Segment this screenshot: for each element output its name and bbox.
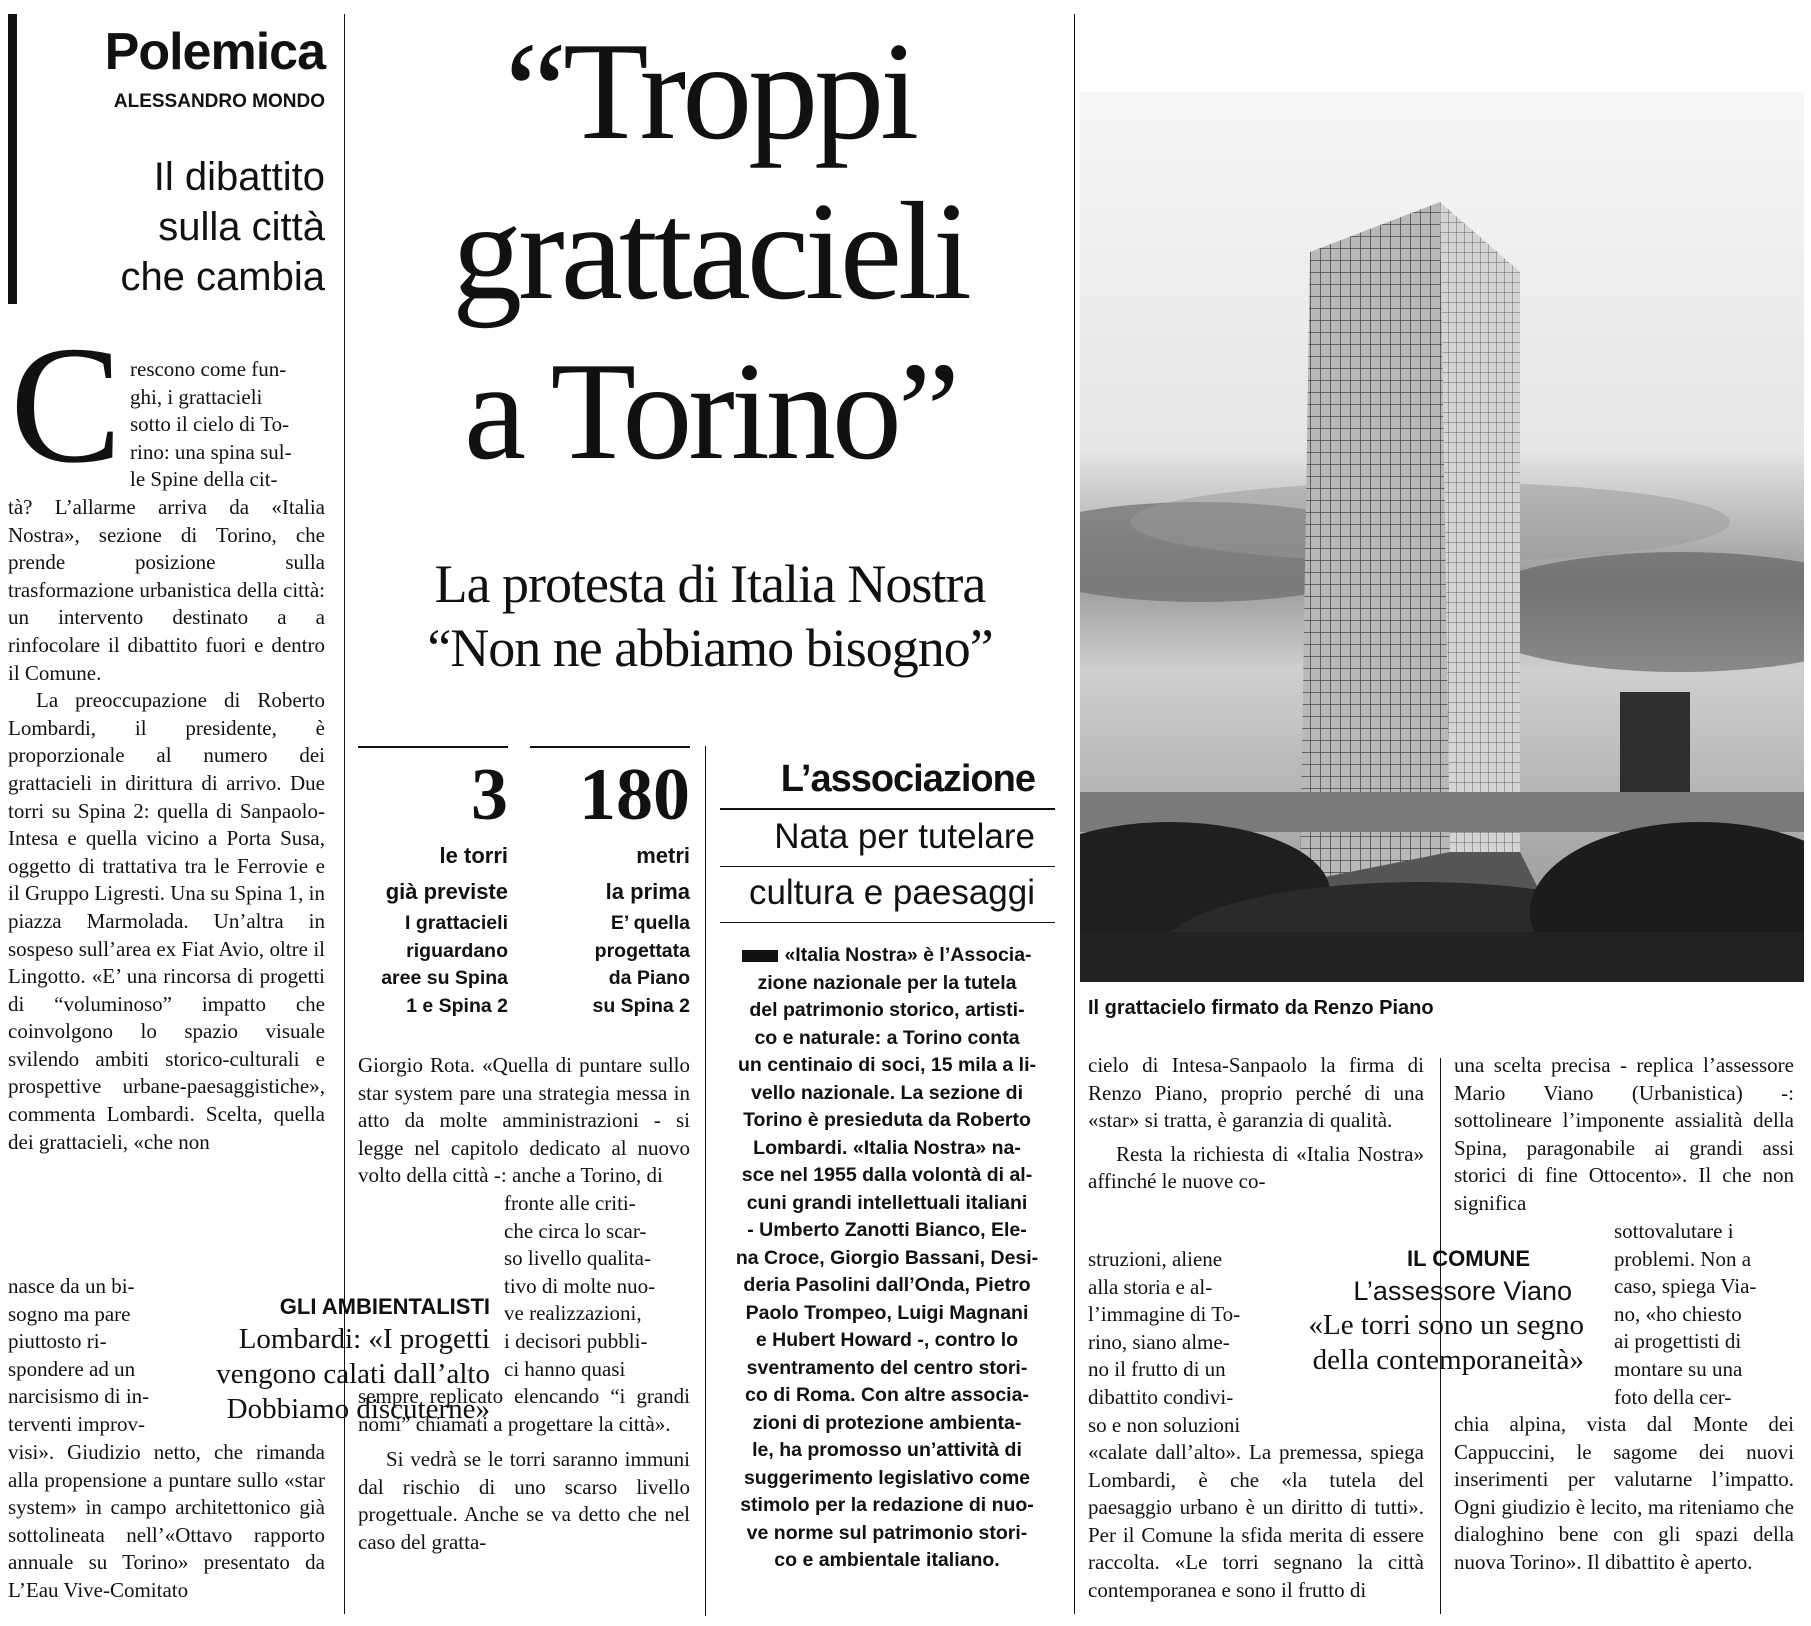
article-col2-narrow <box>504 1190 690 1383</box>
text-line: alla storia e al- <box>1088 1274 1213 1299</box>
deck-line: La protesta di Italia Nostra <box>434 554 986 614</box>
association-line: e Hubert Howard -, contro lo <box>755 1329 1019 1351</box>
article-col2-end <box>358 1383 690 1557</box>
article-col3-end <box>1088 1439 1424 1605</box>
pullquote-line: Dobbiamo discuterne» <box>226 1393 490 1425</box>
association-line: na Croce, Giorgio Bassani, Desi- <box>735 1246 1039 1269</box>
article-col1-end <box>8 1439 325 1605</box>
text-line: sottovalutare i <box>1614 1219 1734 1243</box>
column-rule-3 <box>705 746 706 1616</box>
text-line: ai progettisti di <box>1614 1329 1742 1354</box>
association-line: le, ha promosso un’attività di <box>752 1439 1022 1461</box>
stat-block-towers <box>358 754 508 1020</box>
headline-line: “Troppi <box>504 14 916 169</box>
text-line: ci hanno quasi <box>504 1356 626 1381</box>
text-line: che circa lo scar- <box>504 1218 647 1243</box>
article-col4-end <box>1454 1411 1794 1577</box>
headline-line: a Torino” <box>463 334 956 489</box>
pullquote-kicker: IL COMUNE <box>1406 1246 1530 1271</box>
association-line: - Umberto Zanotti Bianco, Ele- <box>747 1219 1027 1241</box>
text-line: ghi, i grattacieli <box>130 384 263 409</box>
headline-deck <box>350 552 1070 680</box>
text-line: so livello qualita- <box>504 1246 651 1271</box>
paragraph: una scelta precisa - replica l’assessore Mario Viano (Urbanistica) -: sottolineare l’imponente assialità della Spina, paragonabile ai grandi assi storici di fine Ottocento». Il che non significa <box>1454 1053 1794 1215</box>
text-line: nasce da un bi- <box>8 1274 135 1298</box>
association-line: del patrimonio storico, artisti- <box>749 999 1025 1021</box>
association-line: cuni grandi intellettuali italiani <box>746 1191 1028 1214</box>
pullquote-line: vengono calati dall’alto <box>216 1358 490 1390</box>
association-line: Torino è presieduta da Roberto <box>743 1109 1031 1131</box>
text-line: rino, siano alme- <box>1088 1329 1230 1354</box>
association-line: zione nazionale per la tutela <box>757 971 1017 994</box>
text-line: rescono come fun- <box>130 357 287 381</box>
text-line: sotto il cielo di To- <box>130 412 290 437</box>
association-title-1: Nata per tutelare <box>774 817 1035 856</box>
column-rule-2 <box>1074 14 1075 1614</box>
stat-rule-1 <box>358 746 508 748</box>
pullquote-line: «Le torri sono un segno <box>1308 1309 1584 1341</box>
association-line: ve norme sul patrimonio stori- <box>746 1521 1028 1544</box>
text-line: fronte alle criti- <box>504 1191 636 1215</box>
pullquote-line: della contemporaneità» <box>1312 1344 1584 1376</box>
text-line: ve realizzazioni, <box>504 1301 642 1326</box>
pullquote-comune <box>1290 1244 1590 1378</box>
paragraph: visi». Giudizio netto, che rimanda alla propensione a puntare sullo «star system» in campo architettonico già sottolineata nell’«Ottavo rapporto annuale su Torino» presentato da L’Eau Vive-Comitato <box>8 1440 325 1602</box>
association-line: zioni di protezione ambienta- <box>752 1411 1022 1434</box>
association-line: co e ambientale italiano. <box>774 1549 1000 1571</box>
text-line: foto della cer- <box>1614 1384 1732 1409</box>
stat-desc: 1 e Spina 2 <box>406 994 508 1017</box>
text-line: i decisori pubbli- <box>504 1328 648 1353</box>
text-line: rino: una spina sul- <box>130 439 292 464</box>
stat-label: la prima <box>605 879 690 904</box>
association-rule-top <box>720 808 1055 810</box>
text-line: so e non soluzioni <box>1088 1412 1241 1437</box>
paragraph: tà? L’allarme arriva da «Italia Nostra», sezione di Torino, che prende posizione sulla trasformazione urbanistica della città: un intervento destinato a a rinfocolare il dibattito fuori e dentro il Comune. <box>8 495 325 685</box>
text-line: struzioni, aliene <box>1088 1247 1223 1271</box>
association-line: suggerimento legislativo come <box>743 1466 1031 1489</box>
stat-rule-2 <box>530 746 690 748</box>
square-bullet-icon <box>742 950 778 962</box>
sidebar-subtitle <box>40 152 325 302</box>
text-line: montare su una <box>1614 1356 1743 1381</box>
article-col4-top <box>1454 1052 1794 1218</box>
sidebar-subtitle-line: Il dibattito <box>153 155 325 199</box>
text-line: l’immagine di To- <box>1088 1302 1241 1327</box>
pullquote-kicker: GLI AMBIENTALISTI <box>279 1294 490 1319</box>
association-line: «Italia Nostra» è l’Associa- <box>732 942 1042 970</box>
text-line: caso, spiega Via- <box>1614 1274 1757 1299</box>
deck-line: “Non ne abbiamo bisogno” <box>427 618 993 678</box>
stat-desc: su Spina 2 <box>592 994 690 1017</box>
text-line: tivo di molte nuo- <box>504 1273 656 1298</box>
stat-desc: da Piano <box>608 967 690 989</box>
paragraph: Giorgio Rota. «Quella di puntare sullo star system pare una strategia messa in atto da molte amministrazioni - si legge nel capitolo dedicato al nuovo volto della città -: anche a Torino, di <box>358 1053 690 1188</box>
paragraph: La preoccupazione di Roberto Lombardi, il presidente, è proporzionale al numero dei grattacieli in dirittura di arrivo. Due torri su Spina 2: quella di Sanpaolo-Intesa e quella vicino a Porta Susa, oggetto di trattativa tra le Ferrovie e il Gruppo Ligresti. Una su Spina 1, in piazza Marmolada. Un’altra in sospeso sull’area ex Fiat Avio, oltre il Lingotto. «E’ una rincorsa di progetti di “voluminoso” impatto che coinvolgono lo spazio visuale svilendo ambiti storico-culturali e prospettive urbane-paesaggistiche», commenta Lombardi. Scelta, quella dei grattacieli, «che non <box>8 688 325 1154</box>
association-line: Paolo Trompeo, Luigi Magnani <box>745 1301 1029 1324</box>
association-line: stimolo per la redazione di nuo- <box>740 1494 1034 1516</box>
article-col1-narrow <box>8 1273 174 1439</box>
association-rule-bottom <box>720 922 1055 923</box>
paragraph: Si vedrà se le torri saranno immuni dal rischio di uno scarso livello progettuale. Anche se va detto che nel caso del gratta- <box>358 1447 690 1554</box>
stat-label: metri <box>636 843 690 868</box>
association-body <box>732 942 1042 1575</box>
association-rule-mid <box>720 866 1055 867</box>
author-byline: ALESSANDRO MONDO <box>113 91 325 112</box>
stat-label: già previste <box>385 879 508 904</box>
association-kicker: L’associazione <box>780 758 1035 800</box>
association-line: sce nel 1955 dalla volontà di al- <box>741 1164 1033 1186</box>
association-line: Lombardi. «Italia Nostra» na- <box>753 1136 1021 1159</box>
article-col3-narrow <box>1088 1246 1274 1439</box>
paragraph: sempre replicato elencando “i grandi nomi” chiamati a progettare la città». <box>358 1384 690 1436</box>
sidebar-kicker: Polemica <box>104 23 325 81</box>
association-line: co e naturale: a Torino conta <box>754 1026 1020 1049</box>
stat-number: 180 <box>579 754 690 836</box>
paragraph: cielo di Intesa-Sanpaolo la firma di Renzo Piano, proprio perché di una «star» si tratta, è garanzia di qualità. <box>1088 1053 1424 1133</box>
paragraph: Resta la richiesta di «Italia Nostra» affinché le nuove co- <box>1088 1141 1424 1194</box>
pullquote-subhead: L’assessore Viano <box>1353 1276 1572 1306</box>
sidebar-subtitle-line: che cambia <box>120 255 325 299</box>
association-line: sventramento del centro stori- <box>746 1356 1028 1379</box>
article-col1 <box>8 494 325 1156</box>
paragraph: chia alpina, vista dal Monte dei Cappuccini, le sagome dei nuovi inserimenti per valutarne l’impatto. Ogni giudizio è lecito, ma riteniamo che dialoghino bene con gli spazi della nuova Torino». Il dibattito è aperto. <box>1454 1412 1794 1574</box>
sidebar-subtitle-line: sulla città <box>158 205 325 249</box>
text-line: le Spine della cit- <box>130 467 278 492</box>
text-line: narcisismo di in- <box>8 1384 150 1409</box>
association-line: vello nazionale. La sezione di <box>751 1081 1023 1104</box>
text-line: no, «ho chiesto <box>1614 1301 1742 1326</box>
skyscraper-photo <box>1080 92 1804 982</box>
paragraph: «calate dall’alto». La premessa, spiega Lombardi, è che «la tutela del paesaggio urbano è un diritto di tutti». Per il Comune la sfida merita di essere raccolta. «Le torri segnano la città contemporanea e sono il frutto di <box>1088 1440 1424 1602</box>
headline-line: grattacieli <box>452 174 968 329</box>
sidebar-bar <box>8 14 17 304</box>
article-col2-top <box>358 1052 690 1190</box>
association-line: deria Pasolini dall’Onda, Pietro <box>743 1274 1031 1296</box>
association-line: un centinaio di soci, 15 mila a li- <box>738 1054 1036 1076</box>
stat-number: 3 <box>471 754 508 836</box>
text-line: no il frutto di un <box>1088 1357 1226 1382</box>
pullquote-line: Lombardi: «I progetti <box>238 1323 490 1355</box>
stat-desc: progettata <box>594 939 690 962</box>
article-col3-top <box>1088 1052 1424 1196</box>
article-col4-narrow <box>1614 1218 1794 1411</box>
stat-desc: E’ quella <box>610 912 690 934</box>
stat-desc: riguardano <box>406 939 508 962</box>
drop-cap: C <box>10 312 123 498</box>
text-line: problemi. Non a <box>1614 1246 1752 1271</box>
stat-desc: I grattacieli <box>405 912 508 934</box>
text-line: terventi improv- <box>8 1411 146 1436</box>
text-line: sogno ma pare <box>8 1301 131 1326</box>
stat-label: le torri <box>439 843 508 868</box>
text-line: spondere ad un <box>8 1356 136 1381</box>
association-title-2: cultura e paesaggi <box>748 873 1035 912</box>
association-line: co di Roma. Con altre associa- <box>745 1384 1029 1406</box>
text-line: dibattito condivi- <box>1088 1384 1234 1409</box>
text-line: piuttosto ri- <box>8 1329 107 1354</box>
stat-desc: aree su Spina <box>381 967 508 989</box>
stat-block-height <box>530 754 690 1020</box>
photo-caption: Il grattacielo firmato da Renzo Piano <box>1088 997 1434 1019</box>
skyscraper-illustration <box>1080 92 1804 982</box>
headline <box>350 12 1070 492</box>
article-col1-top <box>130 356 325 494</box>
